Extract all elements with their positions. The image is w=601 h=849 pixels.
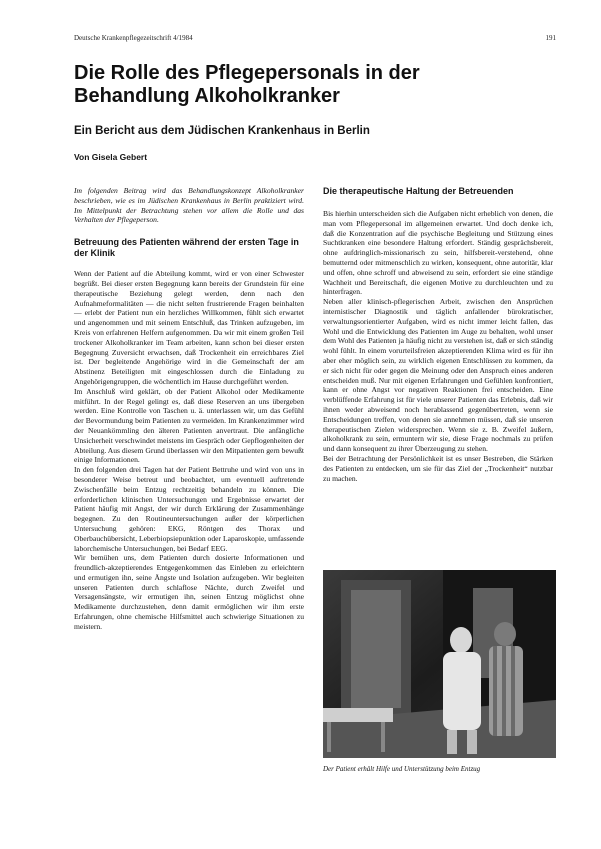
body-paragraph: Wir bemühen uns, dem Patienten durch dosierte Informationen und freundlich-akzeptierendes Entgegenkommen das Einleben zu erleichtern und ermutigen ihn, seine Ängste und Isolation aufzugeben. Wir begleiten unseren Patienten durch schlaflose Nächte, durch Zweifel und Versagensängste, wir ermutigen ihn, seinen Entzug möglichst ohne Medikamente durchzustehen, denn damit ermöglichen wir ihm erste Erfahrungen, ohne chemische Hilfsmittel auch schwierige Situationen zu meistern. [74,553,304,631]
body-paragraph: Neben aller klinisch-pflegerischen Arbeit, zwischen den Ansprüchen internistischer Diagnostik und täglich anfallender bürokratischer, verwaltungsorientierter Aufgaben, wird es nicht immer leicht fallen, das Wohl und die Entwicklung des Patienten im Auge zu behalten, wohl unser dem Wohl des Patienten ja häufig nicht zu verstehen ist, daß er sich ständig wohl fühlt. In einem vorurteilsfreien akzeptierenden Klima wird es für ihn aber eher möglich sein, zu wirklich eigenen Entschlüssen zu kommen, da er sich nicht für oder gegen die Meinung oder den Anspruch eines anderen entscheiden muß. Nur mit eigenen Erfahrungen und Gefühlen konfrontiert, kann er ohne Angst vor negativen Reaktionen frei entscheiden. Eine verblüffende Erfahrung ist für viele unserer Patienten das Erlebnis, daß wir ihnen weder abweisend noch herablassend gegenübertreten, wenn sie Entscheidungen treffen, von denen sie annehmen müssen, daß sie unseren therapeutischen Zielen widersprechen. Wenn sie z. B. Zweifel äußern, alkoholkrank zu sein, ermuntern wir sie, diese Frage nochmals zu prüfen und dann konsequent zu ihrer Überzeugung zu stehen. [323,297,553,454]
running-header [74,34,556,46]
body-paragraph: In den folgenden drei Tagen hat der Patient Bettruhe und wird von uns in besonderer Weise betreut und beobachtet, um eventuell auftretende Zwischenfälle beim Entzug rechtzeitig behandeln zu können. Die erforderlichen klinischen Untersuchungen und Ergebnisse erwartet der Patient häufig mit Angst, der wir durch Erklärung der Zusammenhänge begegnen. Zu den Routineuntersuchungen außer der körperlichen Untersuchung gehören: EKG, Röntgen des Thorax und Oberbauchübersicht, Leberbiopsiepunktion oder Laparoskopie, umfassende laborchemische Untersuchungen, bei Bedarf EEG. [74,465,304,553]
hospital-corridor-photo [323,570,556,758]
article-subtitle: Ein Bericht aus dem Jüdischen Krankenhaus in Berlin [74,125,370,137]
page-number: 191 [545,34,556,42]
photo-caption: Der Patient erhält Hilfe und Unterstützung beim Entzug [323,765,481,773]
body-paragraph: Im Anschluß wird geklärt, ob der Patient Alkohol oder Medikamente mitführt. In der Regel gelingt es, daß diese Reserven an uns übergeben werden. Eine Kontrolle von Taschen u. ä. unterlassen wir, um das Gefühl der Bevormundung beim Patienten zu vermeiden. Im Krankenzimmer wird der Neuankömmling den älteren Patienten anvertraut. Die anfängliche Unsicherheit verschwindet meistens im Gespräch oder Gepflogenheiten der Abteilung. Aus diesem Grund überlassen wir den Mitpatienten gern bewußt einige Informationen. [74,386,304,465]
left-column [74,186,304,632]
body-paragraph: Wenn der Patient auf die Abteilung kommt, wird er von einer Schwester begrüßt. Bei dieser ersten Begegnung kann bereits der Grundstein für eine therapeutische Beziehung gelegt werden, denn nach den Aufnahmeformalitäten — die nicht selten frustrierende Fragen beinhalten — erlebt der Patient nun ein herzliches Willkommen, fühlt sich erwartet und angenommen und mit seinem Entschluß, das Trinken aufzugeben, im Kreis von erfahrenen Helfern aufgenommen. Da wir mit einem großen Teil trockener Alkoholkranker im Team arbeiten, kann schon bei dieser ersten Begegnung Zuversicht erwachsen, daß Trockenheit ein erreichbares Ziel ist. Der begleitende Angehörige wird in die Gemeinschaft der am Abstinenz Beteiligten mit eingeschlossen durch die Einladung zu Angehörigengruppen, die wöchentlich im Hause durchgeführt werden. [74,269,304,386]
journal-name: Deutsche Krankenpflegezeitschrift 4/1984 [74,34,193,42]
body-paragraph: Bei der Betrachtung der Persönlichkeit ist es unser Bestreben, die Stärken des Patienten zu entdecken, um sie für das Ziel der „Trockenheit“ nutzbar zu machen. [323,453,553,483]
intro-paragraph: Im folgenden Beitrag wird das Behandlungskonzept Alkoholkranker beschrieben, wie es im Jüdischen Krankenhaus in Berlin praktiziert wird. Im Mittelpunkt der Betrachtung stehen vor allem die Rolle und das Verhalten der Pflegeperson. [74,186,304,225]
section-heading-right: Die therapeutische Haltung der Betreuenden [323,186,514,196]
body-paragraph: Bis hierhin unterscheiden sich die Aufgaben nicht erheblich von denen, die man vom Pflegepersonal im allgemeinen erwartet. Und doch denke ich, daß die Konzentration auf die psychische Begleitung und Stützung eines Suchtkranken eine besondere Haltung erfordert. Ständig gesprächsbereit, ohne aufdringlich-missionarisch zu sein, hilfsbereit-verstehend, ohne bemutternd oder mitmenschlich zu wirken, konsequent, ohne autoritär, klar und offen, ohne schroff und abweisend zu sein, erfordert sie eine ständige Wachheit und Bereitschaft, die eigenen Motive zu durchleuchten und zu hinterfragen. [323,209,553,297]
title-line-2: Behandlung Alkoholkranker [74,85,340,107]
section-heading-left: Betreuung des Patienten während der ersten Tage in der Klinik [74,237,299,259]
article-title [74,62,544,108]
photo-illustration [323,570,556,758]
author-byline: Von Gisela Gebert [74,152,148,162]
right-column [323,186,553,483]
title-line-1: Die Rolle des Pflegepersonals in der [74,62,420,84]
